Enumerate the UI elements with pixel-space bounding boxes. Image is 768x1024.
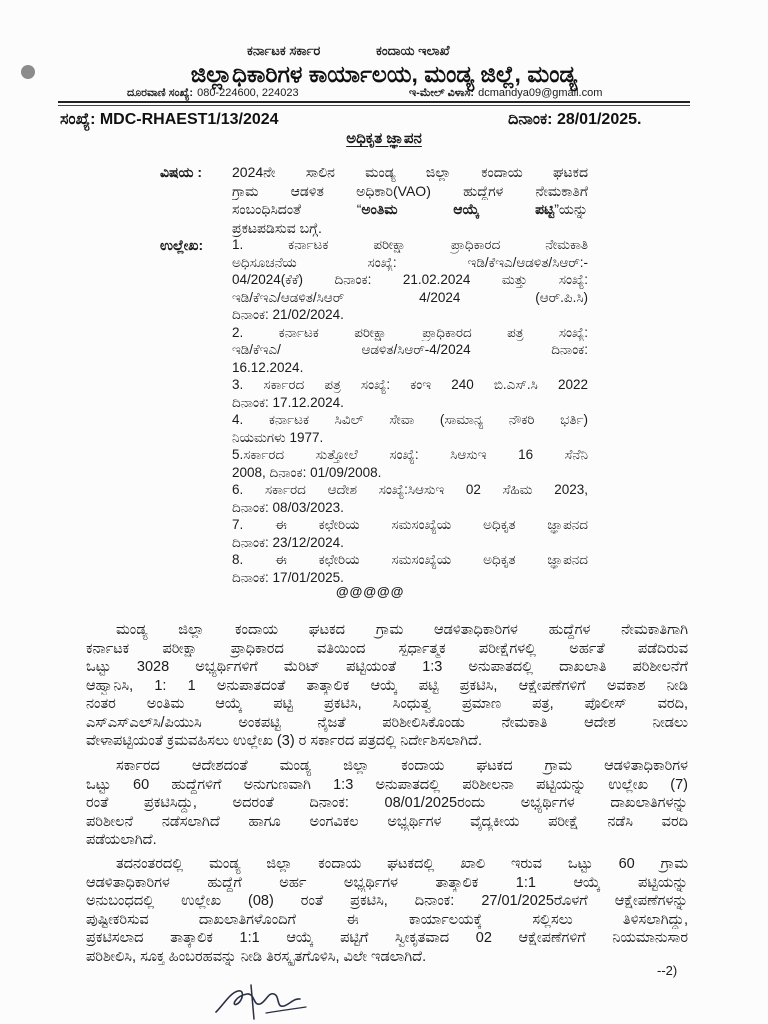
reference-line: 04/2024(ಕೆಕೆ) ದಿನಾಂಕ: 21.02.2024 ಮತ್ತು ಸಂಖ್ಯೆ: bbox=[232, 272, 588, 287]
reference-item bbox=[232, 551, 588, 586]
reference-item bbox=[232, 376, 588, 411]
subject-line: ಪ್ರಕಟಪಡಿಸುವ ಬಗ್ಗೆ. bbox=[232, 219, 322, 236]
body-paragraph bbox=[86, 757, 688, 850]
body-line: ಕರ್ನಾಟಕ ಪರೀಕ್ಷಾ ಪ್ರಾಧಿಕಾರದ ವತಿಯಿಂದ ಸ್ಪರ್ಧಾತ್ಮಕ ಪರೀಕ್ಷೆಗಳಲ್ಲಿ ಅರ್ಹತೆ ಪಡೆದಿರುವ bbox=[86, 640, 688, 657]
reference-line: ಅಧಿಸೂಚನೆಯ ಸಂಖ್ಯೆ: ಇಡಿ/ಕೆಇಎ/ಆಡಳಿತ/ಸಿಆರ್:- bbox=[232, 254, 588, 270]
body-line: ಆಹ್ವಾನಿಸಿ, 1: 1 ಅನುಪಾತದಂತೆ ತಾತ್ಕಾಲಿಕ ಆಯ್ಕೆ ಪಟ್ಟಿ ಪ್ರಕಟಿಸಿ, ಆಕ್ಷೇಪಣೆಗಳಿಗೆ ಅವಕಾಶ ನೀಡಿ bbox=[86, 677, 688, 694]
subject-line: 2024ನೇ ಸಾಲಿನ ಮಂಡ್ಯ ಜಿಲ್ಲಾ ಕಂದಾಯ ಘಟಕದ bbox=[232, 164, 588, 180]
government-name: ಕರ್ನಾಟಕ ಸರ್ಕಾರ bbox=[247, 43, 321, 58]
reference-line: ದಿನಾಂಕ: 08/03/2023. bbox=[232, 499, 344, 515]
subject-line bbox=[232, 200, 588, 219]
reference-line: ದಿನಾಂಕ: 17.12.2024. bbox=[232, 394, 344, 410]
reference-line: 2008, ದಿನಾಂಕ: 01/09/2008. bbox=[232, 464, 382, 480]
phone-label: ದೂರವಾಣಿ ಸಂಖ್ಯೆ: bbox=[127, 87, 194, 99]
phone-contact bbox=[127, 86, 299, 100]
body-paragraph bbox=[86, 621, 688, 751]
reference-line: 4. ಕರ್ನಾಟಕ ಸಿವಿಲ್ ಸೇವಾ (ಸಾಮಾನ್ಯ ನೌಕರಿ ಭರ್ತಿ) bbox=[232, 412, 588, 427]
subject-emphasis: ಅಂತಿಮ ಆಯ್ಕೆ ಪಟ್ಟಿ bbox=[361, 201, 555, 217]
body-line: ಮಂಡ್ಯ ಜಿಲ್ಲಾ ಕಂದಾಯ ಘಟಕದ ಗ್ರಾಮ ಆಡಳಿತಾಧಿಕಾರಿಗಳ ಹುದ್ದೆಗಳ ನೇಮಕಾತಿಗಾಗಿ bbox=[116, 622, 688, 638]
subject-block bbox=[232, 163, 588, 237]
body-line: ಪಡೆಯಲಾಗಿದೆ. bbox=[86, 832, 157, 848]
reference-line: 3. ಸರ್ಕಾರದ ಪತ್ರ ಸಂಖ್ಯೆ: ಕಂಇ 240 ಬಿ.ಎಸ್.ಸಿ 2022 bbox=[232, 377, 588, 392]
page-continuation-marker: --2) bbox=[657, 963, 678, 978]
memo-title bbox=[0, 130, 768, 148]
email-label: ಇ-ಮೇಲ್ ವಿಳಾಸ: bbox=[409, 87, 475, 99]
email-value: dcmandya09@gmail.com bbox=[478, 87, 603, 99]
reference-item bbox=[232, 411, 588, 446]
reference-line: 1. ಕರ್ನಾಟಕ ಪರೀಕ್ಷಾ ಪ್ರಾಧಿಕಾರದ ನೇಮಕಾತಿ bbox=[232, 237, 588, 252]
reference-line: 6. ಸರ್ಕಾರದ ಆದೇಶ ಸಂಖ್ಯೆ:ಸಿಆಸುಇ 02 ಸೆಹಿಮ 2023, bbox=[232, 482, 588, 497]
reference-line: 16.12.2024. bbox=[232, 359, 304, 375]
body-line: ಅನುಬಂಧದಲ್ಲಿ ಉಲ್ಲೇಖ (08) ರಂತೆ ಪ್ರಕಟಿಸಿ, ದಿನಾಂಕ: 27/01/2025ರೊಳಗೆ ಆಕ್ಷೇಪಣೆಗಳನ್ನು bbox=[86, 893, 688, 909]
body-line: ತದನಂತರದಲ್ಲಿ ಮಂಡ್ಯ ಜಿಲ್ಲಾ ಕಂದಾಯ ಘಟಕದಲ್ಲಿ ಖಾಲಿ ಇರುವ ಒಟ್ಟು 60 ಗ್ರಾಮ bbox=[116, 856, 688, 872]
header-rule-thick bbox=[58, 101, 690, 103]
reference-line: 5.ಸರ್ಕಾರದ ಸುತ್ತೋಲೆ ಸಂಖ್ಯೆ: ಸಿಆಸುಇ 16 ಸೆನೆನಿ bbox=[232, 447, 588, 462]
body-line: ಸರ್ಕಾರದ ಆದೇಶದಂತೆ ಮಂಡ್ಯ ಜಿಲ್ಲಾ ಕಂದಾಯ ಘಟಕದ ಗ್ರಾಮ ಆಡಳಿತಾಧಿಕಾರಿಗಳ bbox=[116, 758, 688, 774]
reference-line: 7. ಈ ಕಛೇರಿಯ ಸಮಸಂಖ್ಯೆಯ ಅಧಿಕೃತ ಜ್ಞಾಪನದ bbox=[232, 517, 588, 532]
reference-line: ನಿಯಮಗಳು 1977. bbox=[232, 429, 324, 445]
subject-text: ”ಯನ್ನು bbox=[554, 201, 588, 217]
reference-line: ದಿನಾಂಕ: 21/02/2024. bbox=[232, 307, 344, 322]
reference-line: ಇಡಿ/ಕೆಇಎ/ಆಡಳಿತ/ಸಿಆರ್ 4/2024 (ಆರ್.ಪಿ.ಸಿ) bbox=[232, 289, 588, 305]
body-line: ನಂತರ ಅಂತಿಮ ಆಯ್ಕೆ ಪಟ್ಟಿ ಪ್ರಕಟಿಸಿ, ಸಿಂಧುತ್ವ ಪ್ರಮಾಣ ಪತ್ರ, ಪೊಲೀಸ್ ವರದಿ, bbox=[86, 696, 688, 712]
reference-number: ಸಂಖ್ಯೆ: MDC-RHAEST1/13/2024 bbox=[60, 111, 279, 128]
body-line: ಎಸ್‌ಎಸ್‌ಎಲ್‌ಸಿ/ಪಿಯುಸಿ ಅಂಕಪಟ್ಟಿ ನೈಜತೆ ಪರಿಶೀಲಿಸಿಕೊಂಡು ನೇಮಕಾತಿ ಆದೇಶ ನೀಡಲು bbox=[86, 714, 688, 731]
reference-line: ದಿನಾಂಕ: 23/12/2024. bbox=[232, 534, 344, 550]
reference-line: ದಿನಾಂಕ: 17/01/2025. bbox=[232, 569, 344, 585]
office-title: ಜಿಲ್ಲಾಧಿಕಾರಿಗಳ ಕಾರ್ಯಾಲಯ, ಮಂಡ್ಯ ಜಿಲ್ಲೆ, ಮಂಡ್ಯ bbox=[190, 61, 578, 87]
body-line: ಪ್ರಕಟಿಸಲಾದ ತಾತ್ಕಾಲಿಕ 1:1 ಆಯ್ಕೆ ಪಟ್ಟಿಗೆ ಸ್ವೀಕೃತವಾದ 02 ಆಕ್ಷೇಪಣೆಗಳಿಗೆ ನಿಯಮಾನುಸಾರ bbox=[86, 930, 688, 946]
body-line: ಪುಷ್ಟೀಕರಿಸುವ ದಾಖಲಾತಿಗಳೊಂದಿಗೆ ಈ ಕಾರ್ಯಾಲಯಕ್ಕೆ ಸಲ್ಲಿಸಲು ತಿಳಿಸಲಾಗಿದ್ದು, bbox=[86, 911, 688, 928]
department-name: ಕಂದಾಯ ಇಲಾಖೆ bbox=[376, 43, 450, 58]
body-paragraph bbox=[86, 855, 688, 966]
document-date: ದಿನಾಂಕ: 28/01/2025. bbox=[508, 111, 642, 128]
reference-line: ಇಡಿ/ಕೆಇಎ/ ಆಡಳಿತ/ಸಿಆರ್-4/2024 ದಿನಾಂಕ: bbox=[232, 342, 588, 357]
reference-line: 8. ಈ ಕಛೇರಿಯ ಸಮಸಂಖ್ಯೆಯ ಅಧಿಕೃತ ಜ್ಞಾಪನದ bbox=[232, 552, 588, 567]
subject-label: ವಿಷಯ : bbox=[160, 164, 203, 180]
reference-item bbox=[232, 446, 588, 481]
references-label: ಉಲ್ಲೇಖ: bbox=[160, 237, 204, 253]
reference-item bbox=[232, 324, 588, 377]
email-contact bbox=[409, 86, 602, 100]
header-rule-thin bbox=[58, 105, 690, 106]
body-line: ರಂತೆ ಪ್ರಕಟಿಸಿದ್ದು, ಅದರಂತೆ ದಿನಾಂಕ: 08/01/2025ರಂದು ಅಭ್ಯರ್ಥಿಗಳ ದಾಖಲಾತಿಗಳನ್ನು bbox=[86, 795, 688, 811]
signature bbox=[210, 982, 310, 1022]
reference-item bbox=[232, 516, 588, 551]
section-separator: @@@@@ bbox=[336, 584, 405, 599]
body-line: ಆಡಳಿತಾಧಿಕಾರಿಗಳ ಹುದ್ದೆಗೆ ಅರ್ಹ ಅಭ್ಯರ್ಥಿಗಳ ತಾತ್ಕಾಲಿಕ 1:1 ಆಯ್ಕೆ ಪಟ್ಟಿಯನ್ನು bbox=[86, 874, 688, 891]
subject-line: ಗ್ರಾಮ ಆಡಳಿತ ಅಧಿಕಾರಿ(VAO) ಹುದ್ದೆಗಳ ನೇಮಕಾತಿಗೆ bbox=[232, 182, 588, 199]
body-line: ಪರಿಶೀಲಿಸಿ, ಸೂಕ್ತ ಹಿಂಬರಹವನ್ನು ನೀಡಿ ತಿರಸ್ಕೃತಗೊಳಿಸಿ, ವಿಲೇ ಇಡಲಾಗಿದೆ. bbox=[86, 948, 427, 965]
body-line: ಒಟ್ಟು 60 ಹುದ್ದೆಗಳಿಗೆ ಅನುಗುಣವಾಗಿ 1:3 ಅನುಪಾತದಲ್ಲಿ ಪರಿಶೀಲನಾ ಪಟ್ಟಿಯನ್ನು ಉಲ್ಲೇಖ (7) bbox=[86, 776, 688, 793]
subject-text: ಸಂಬಂಧಿಸಿದಂತೆ “ bbox=[232, 201, 362, 217]
reference-line: 2. ಕರ್ನಾಟಕ ಪರೀಕ್ಷಾ ಪ್ರಾಧಿಕಾರದ ಪತ್ರ ಸಂಖ್ಯೆ: bbox=[232, 324, 588, 340]
memo-title-text: ಅಧಿಕೃತ ಜ್ಞಾಪನ bbox=[346, 130, 422, 147]
reference-item bbox=[232, 236, 588, 324]
phone-value: 080-224600, 224023 bbox=[197, 87, 299, 99]
body-line: ಒಟ್ಟು 3028 ಅಭ್ಯರ್ಥಿಗಳಿಗೆ ಮೆರಿಟ್ ಪಟ್ಟಿಯಂತೆ 1:3 ಅನುಪಾತದಲ್ಲಿ ದಾಖಲಾತಿ ಪರಿಶೀಲನೆಗೆ bbox=[86, 659, 688, 675]
reference-item bbox=[232, 481, 588, 516]
body-line: ಪರಿಶೀಲನೆ ನಡೆಸಲಾಗಿದೆ ಹಾಗೂ ಅಂಗವಿಕಲ ಅಭ್ಯರ್ಥಿಗಳ ವೈದ್ಯಕೀಯ ಪರೀಕ್ಷೆ ನಡೆಸಿ ವರದಿ bbox=[86, 813, 688, 830]
body-line: ವೇಳಾಪಟ್ಟಿಯಂತೆ ಕ್ರಮವಹಿಸಲು ಉಲ್ಲೇಖ (3) ರ ಸರ್ಕಾರದ ಪತ್ರದಲ್ಲಿ ನಿರ್ದೇಶಿಸಲಾಗಿದೆ. bbox=[86, 733, 483, 749]
references-block bbox=[232, 236, 588, 586]
